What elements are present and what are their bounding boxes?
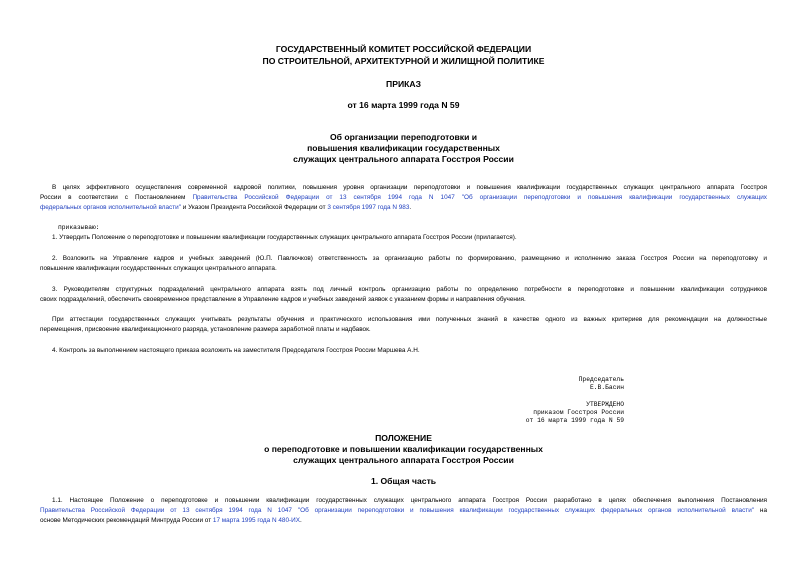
item-4-text: 4. Контроль за выполнением настоящего приказа возложить на заместителя Председателя Госстроя России Маршева А.Н. bbox=[52, 347, 420, 354]
government-decree-link[interactable]: Правительства Российской Федерации от 13 сентября 1994 года N 1047 "Об организации переподготовки и повышения квалификации государственных служащих bbox=[192, 194, 767, 201]
committee-line-2: ПО СТРОИТЕЛЬНОЙ, АРХИТЕКТУРНОЙ И ЖИЛИЩНОЙ ПОЛИТИКЕ bbox=[262, 56, 545, 66]
p11-text-2: основе Методических рекомендаций Минтруда России от bbox=[40, 517, 213, 524]
presidential-decree-link[interactable]: 3 сентября 1997 года N 983 bbox=[327, 204, 410, 211]
p11-text: на bbox=[754, 507, 768, 514]
approval-by-order: приказом Госстроя России bbox=[533, 409, 624, 416]
mintrud-recommendations-link[interactable]: 17 марта 1995 года N 480-ИХ bbox=[212, 517, 301, 524]
p11-line-2 bbox=[40, 506, 767, 516]
item-3b-line-2: перемещения, присвоение квалификационного разряда, установление размера заработной платы и надбавок. bbox=[40, 326, 371, 333]
preamble-line-1: В целях эффективного осуществления современной кадровой политики, повышения уровня организации переподготовки и повышения квалификации государственных служащих центрального аппарата Госстроя bbox=[52, 184, 767, 191]
item-2 bbox=[40, 254, 767, 274]
doc-title-line-3: служащих центрального аппарата Госстроя России bbox=[293, 154, 514, 164]
item-4 bbox=[40, 346, 767, 356]
doc-title-line-1: Об организации переподготовки и bbox=[329, 132, 478, 142]
item-2-line-1: 2. Возложить на Управление кадров и учебных заведений (Ю.П. Павлючков) ответственность за организацию работы по формированию, размещению и исполнению заказа Госстроя России на переподготовку и bbox=[52, 255, 767, 262]
paragraph-1-1 bbox=[40, 496, 767, 526]
preamble-period: . bbox=[409, 204, 412, 211]
item-3 bbox=[40, 285, 767, 305]
approval-date: от 16 марта 1999 года N 59 bbox=[525, 417, 624, 424]
government-decree-link-cont[interactable]: федеральных органов исполнительной власти" bbox=[40, 204, 181, 211]
p11-period: . bbox=[300, 517, 302, 524]
item-3-line-1: 3. Руководителям структурных подразделений центрального аппарата взять под личный контроль организацию работы по определению потребности в переподготовке и повышении квалификации сотрудников bbox=[52, 286, 767, 293]
preamble-text: России в соответствии с Постановлением bbox=[40, 194, 193, 201]
signature-position: Председатель bbox=[578, 376, 624, 383]
government-decree-link-2[interactable]: Правительства Российской Федерации от 13 сентября 1994 года N 1047 "Об организации переподготовки и повышения квалификации государственных служащих федеральных органов исполнительной власти" bbox=[40, 507, 755, 514]
item-1-text: 1. Утвердить Положение о переподготовке и повышении квалификации государственных служащих центрального аппарата Госстроя России (прилагается). bbox=[52, 234, 517, 241]
item-3-attestation bbox=[40, 315, 767, 335]
preamble-line-3 bbox=[40, 203, 767, 213]
item-3-line-2: своих подразделений, обеспечить своевременное представление в Управление кадров и учебных заведений заявок с указанием формы и направления обучения. bbox=[40, 296, 526, 303]
preamble-text-2: и Указом Президента Российской Федерации от bbox=[180, 204, 328, 211]
doc-type: ПРИКАЗ bbox=[386, 79, 421, 89]
regulation-subtitle-2: служащих центрального аппарата Госстроя России bbox=[293, 455, 514, 465]
committee-line-1: ГОСУДАРСТВЕННЫЙ КОМИТЕТ РОССИЙСКОЙ ФЕДЕРАЦИИ bbox=[275, 44, 532, 54]
item-3b-line-1: При аттестации государственных служащих учитывать результаты обучения и практического использования ими полученных знаний в качестве одного из важных критериев для рекомендации на должностные bbox=[52, 316, 767, 323]
doc-title-line-2: повышения квалификации государственных bbox=[307, 143, 500, 153]
p11-line-1: 1.1. Настоящее Положение о переподготовке и повышении квалификации государственных служащих центрального аппарата Госстроя России разработано в целях обеспечения выполнения Постановления bbox=[52, 497, 767, 504]
approval-stamp: УТВЕРЖДЕНО bbox=[586, 401, 624, 408]
preamble-line-2 bbox=[40, 193, 767, 203]
regulation-title: ПОЛОЖЕНИЕ bbox=[375, 433, 432, 443]
item-2-line-2: повышение квалификации государственных служащих центрального аппарата. bbox=[40, 265, 277, 272]
section-heading: 1. Общая часть bbox=[370, 476, 437, 486]
preamble-paragraph bbox=[40, 183, 767, 213]
doc-date: от 16 марта 1999 года N 59 bbox=[347, 100, 460, 110]
order-word: приказываю: bbox=[58, 224, 100, 231]
item-1 bbox=[40, 233, 767, 243]
p11-line-3 bbox=[40, 516, 767, 526]
signature-name: Е.В.Басин bbox=[589, 384, 624, 391]
regulation-subtitle-1: о переподготовке и повышении квалификации государственных bbox=[264, 444, 543, 454]
